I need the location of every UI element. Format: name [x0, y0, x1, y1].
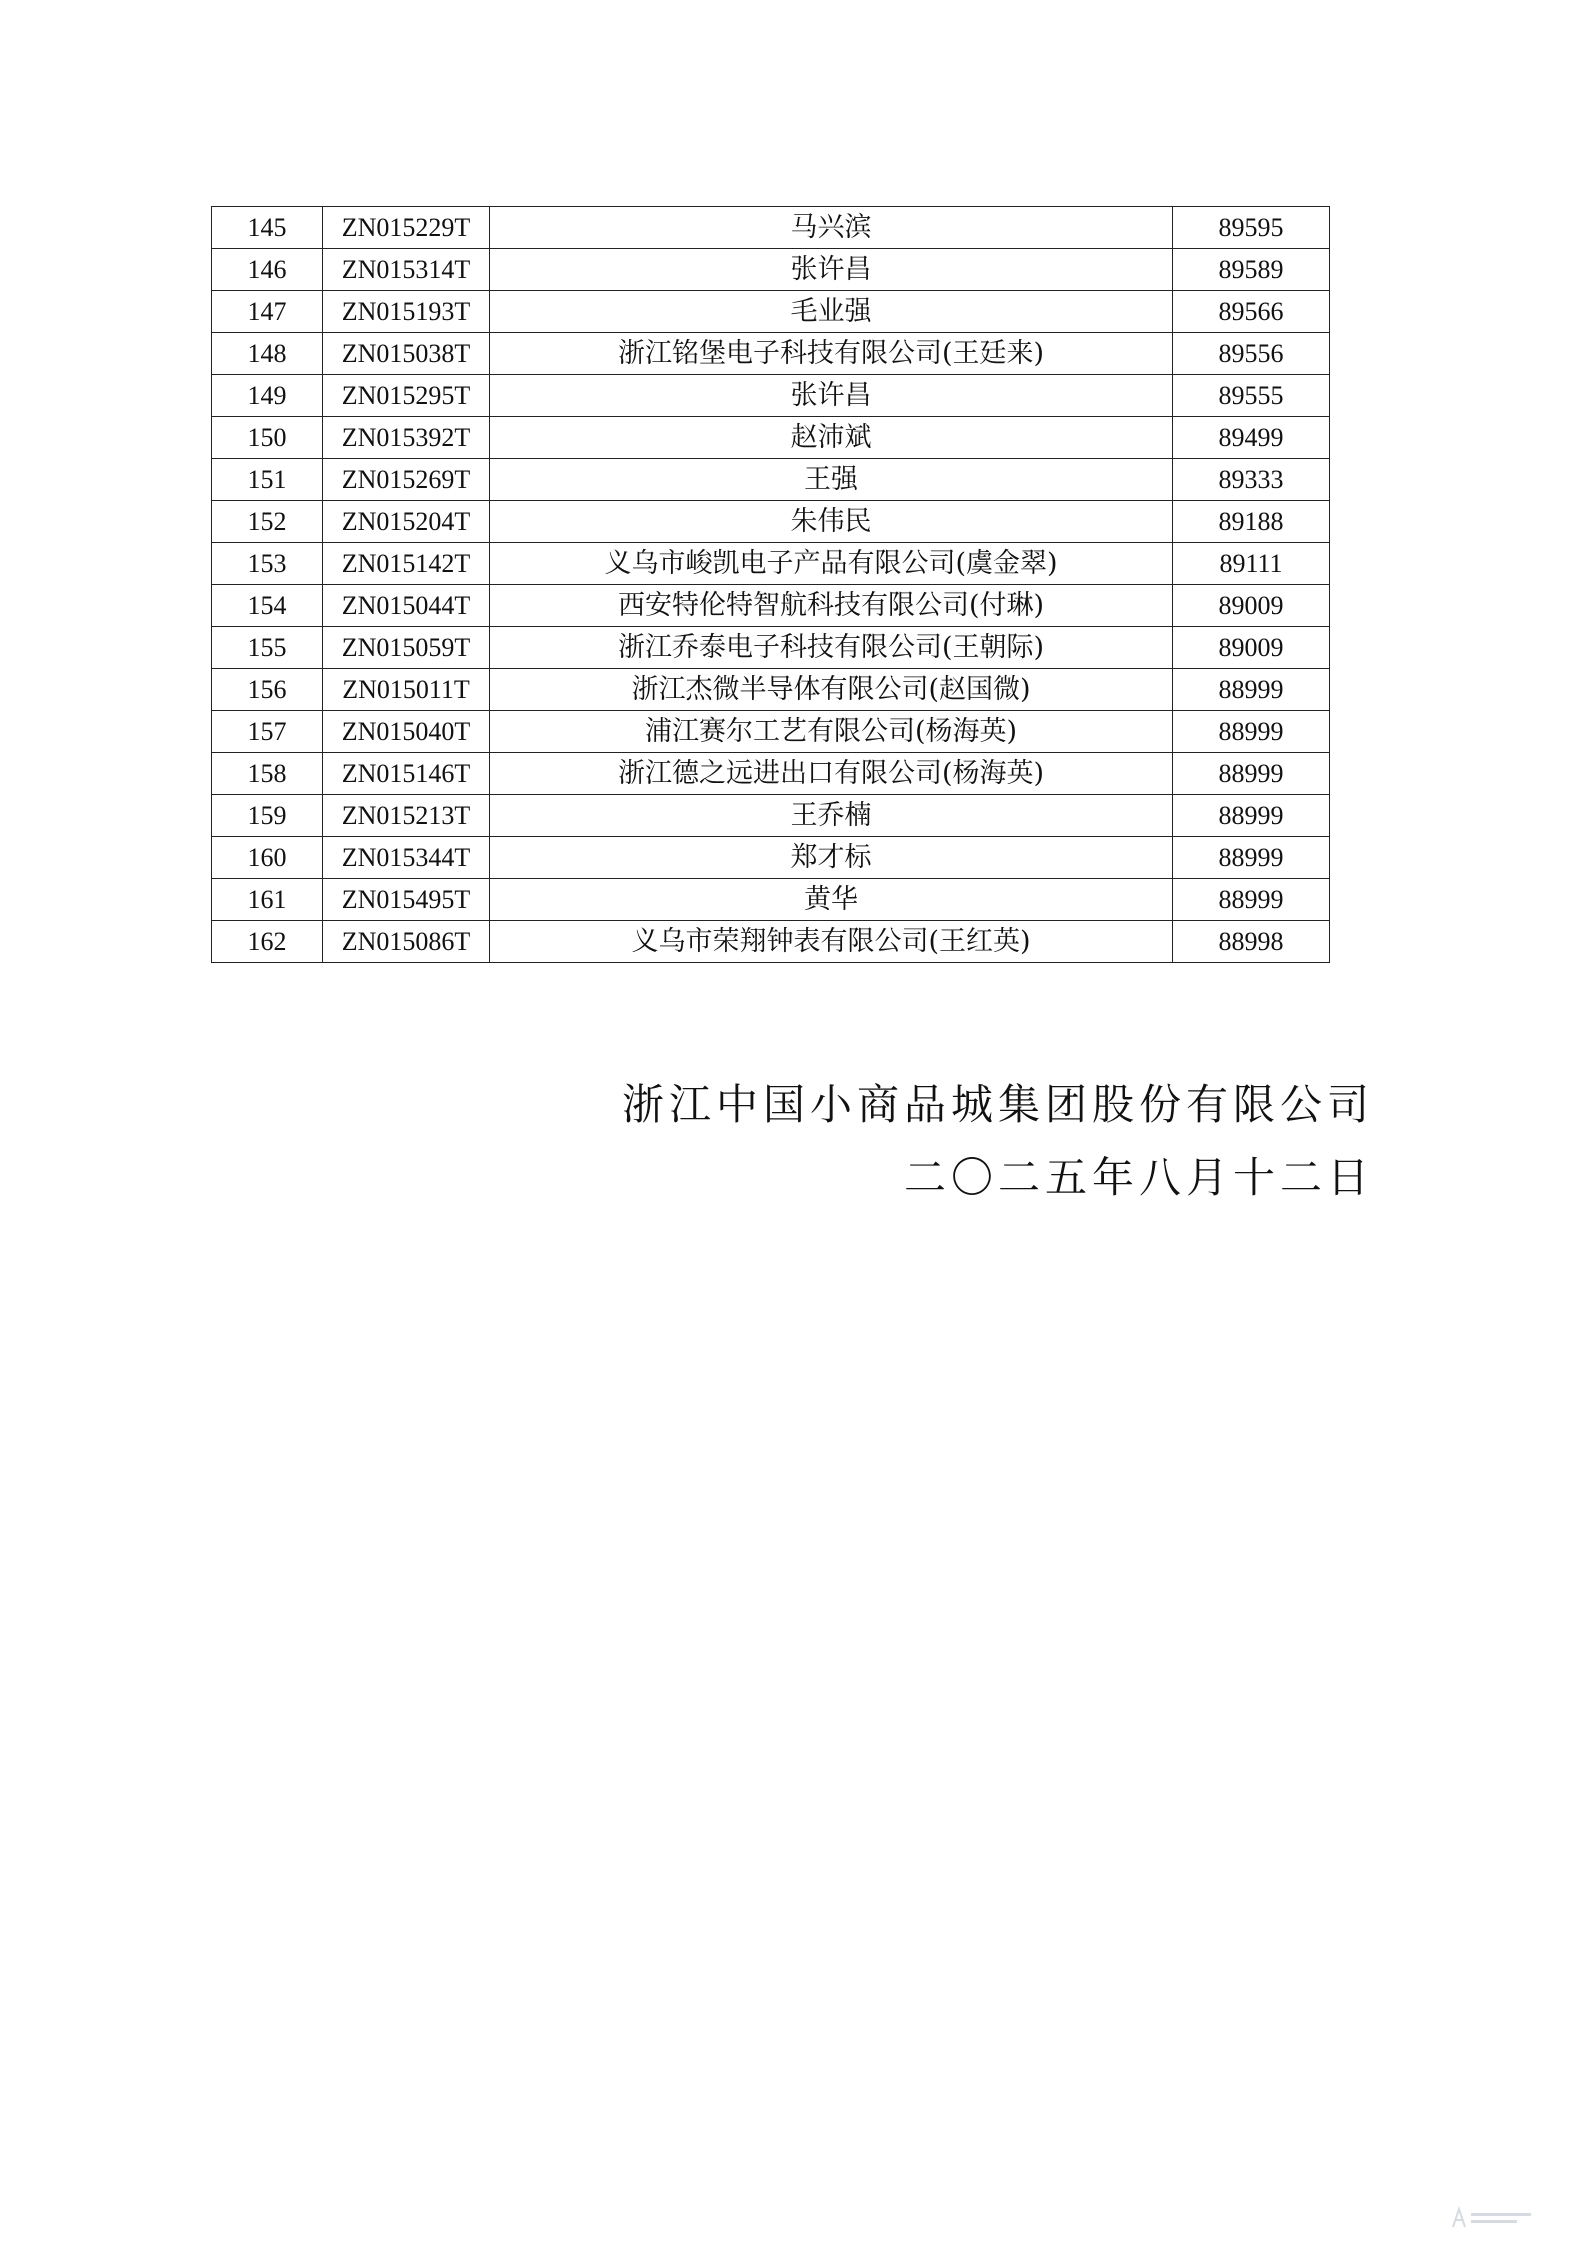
row-code-cell: ZN015040T — [323, 711, 490, 753]
row-score-cell: 88999 — [1173, 711, 1330, 753]
row-seq-cell: 148 — [212, 333, 323, 375]
row-code-cell: ZN015392T — [323, 417, 490, 459]
row-name-cell: 马兴滨 — [490, 207, 1173, 249]
row-name-cell: 赵沛斌 — [490, 417, 1173, 459]
row-seq-cell: 146 — [212, 249, 323, 291]
issuer-company-name: 浙江中国小商品城集团股份有限公司 — [621, 1080, 1374, 1129]
row-code-cell: ZN015269T — [323, 459, 490, 501]
row-name-cell: 西安特伦特智航科技有限公司(付琳) — [490, 585, 1173, 627]
row-code-cell: ZN015142T — [323, 543, 490, 585]
row-code-cell: ZN015086T — [323, 921, 490, 963]
row-score-cell: 89589 — [1173, 249, 1330, 291]
table-row — [212, 585, 1330, 627]
row-name-cell: 王强 — [490, 459, 1173, 501]
row-code-cell: ZN015059T — [323, 627, 490, 669]
results-table-body — [212, 207, 1330, 963]
row-name-cell: 浙江铭堡电子科技有限公司(王廷来) — [490, 333, 1173, 375]
table-row — [212, 795, 1330, 837]
row-score-cell: 88998 — [1173, 921, 1330, 963]
row-name-cell: 郑才标 — [490, 837, 1173, 879]
row-score-cell: 89111 — [1173, 543, 1330, 585]
table-row — [212, 753, 1330, 795]
row-seq-cell: 158 — [212, 753, 323, 795]
row-score-cell: 88999 — [1173, 753, 1330, 795]
row-seq-cell: 147 — [212, 291, 323, 333]
table-row — [212, 459, 1330, 501]
table-row — [212, 207, 1330, 249]
row-seq-cell: 151 — [212, 459, 323, 501]
row-code-cell: ZN015011T — [323, 669, 490, 711]
row-seq-cell: 162 — [212, 921, 323, 963]
row-score-cell: 89333 — [1173, 459, 1330, 501]
table-row — [212, 837, 1330, 879]
table-row — [212, 417, 1330, 459]
row-score-cell: 89009 — [1173, 585, 1330, 627]
table-row — [212, 375, 1330, 417]
row-seq-cell: 149 — [212, 375, 323, 417]
table-row — [212, 669, 1330, 711]
row-seq-cell: 152 — [212, 501, 323, 543]
row-score-cell: 89009 — [1173, 627, 1330, 669]
row-code-cell: ZN015204T — [323, 501, 490, 543]
row-score-cell: 88999 — [1173, 795, 1330, 837]
row-name-cell: 朱伟民 — [490, 501, 1173, 543]
row-score-cell: 89555 — [1173, 375, 1330, 417]
table-row — [212, 291, 1330, 333]
row-score-cell: 89595 — [1173, 207, 1330, 249]
row-name-cell: 浙江杰微半导体有限公司(赵国微) — [490, 669, 1173, 711]
row-seq-cell: 160 — [212, 837, 323, 879]
row-seq-cell: 156 — [212, 669, 323, 711]
table-row — [212, 333, 1330, 375]
row-seq-cell: 153 — [212, 543, 323, 585]
row-name-cell: 浙江德之远进出口有限公司(杨海英) — [490, 753, 1173, 795]
results-table — [211, 206, 1330, 963]
row-seq-cell: 154 — [212, 585, 323, 627]
row-score-cell: 89566 — [1173, 291, 1330, 333]
row-code-cell: ZN015044T — [323, 585, 490, 627]
row-seq-cell: 161 — [212, 879, 323, 921]
row-score-cell: 89556 — [1173, 333, 1330, 375]
row-name-cell: 张许昌 — [490, 249, 1173, 291]
table-row — [212, 879, 1330, 921]
table-row — [212, 501, 1330, 543]
row-name-cell: 义乌市荣翔钟表有限公司(王红英) — [490, 921, 1173, 963]
table-row — [212, 543, 1330, 585]
row-name-cell: 浙江乔泰电子科技有限公司(王朝际) — [490, 627, 1173, 669]
row-name-cell: 王乔楠 — [490, 795, 1173, 837]
row-code-cell: ZN015495T — [323, 879, 490, 921]
row-name-cell: 义乌市峻凯电子产品有限公司(虞金翠) — [490, 543, 1173, 585]
row-name-cell: 浦江赛尔工艺有限公司(杨海英) — [490, 711, 1173, 753]
row-code-cell: ZN015146T — [323, 753, 490, 795]
row-seq-cell: 159 — [212, 795, 323, 837]
site-logo-icon — [1449, 2203, 1539, 2231]
row-code-cell: ZN015038T — [323, 333, 490, 375]
row-code-cell: ZN015193T — [323, 291, 490, 333]
row-seq-cell: 150 — [212, 417, 323, 459]
table-row — [212, 711, 1330, 753]
row-score-cell: 89499 — [1173, 417, 1330, 459]
row-seq-cell: 155 — [212, 627, 323, 669]
row-name-cell: 张许昌 — [490, 375, 1173, 417]
row-code-cell: ZN015314T — [323, 249, 490, 291]
row-code-cell: ZN015295T — [323, 375, 490, 417]
table-row — [212, 921, 1330, 963]
row-score-cell: 88999 — [1173, 879, 1330, 921]
row-code-cell: ZN015229T — [323, 207, 490, 249]
row-name-cell: 黄华 — [490, 879, 1173, 921]
row-code-cell: ZN015213T — [323, 795, 490, 837]
row-code-cell: ZN015344T — [323, 837, 490, 879]
table-row — [212, 249, 1330, 291]
row-score-cell: 89188 — [1173, 501, 1330, 543]
row-seq-cell: 145 — [212, 207, 323, 249]
row-seq-cell: 157 — [212, 711, 323, 753]
row-score-cell: 88999 — [1173, 669, 1330, 711]
row-name-cell: 毛业强 — [490, 291, 1173, 333]
row-score-cell: 88999 — [1173, 837, 1330, 879]
issue-date: 二〇二五年八月十二日 — [903, 1153, 1374, 1202]
table-row — [212, 627, 1330, 669]
